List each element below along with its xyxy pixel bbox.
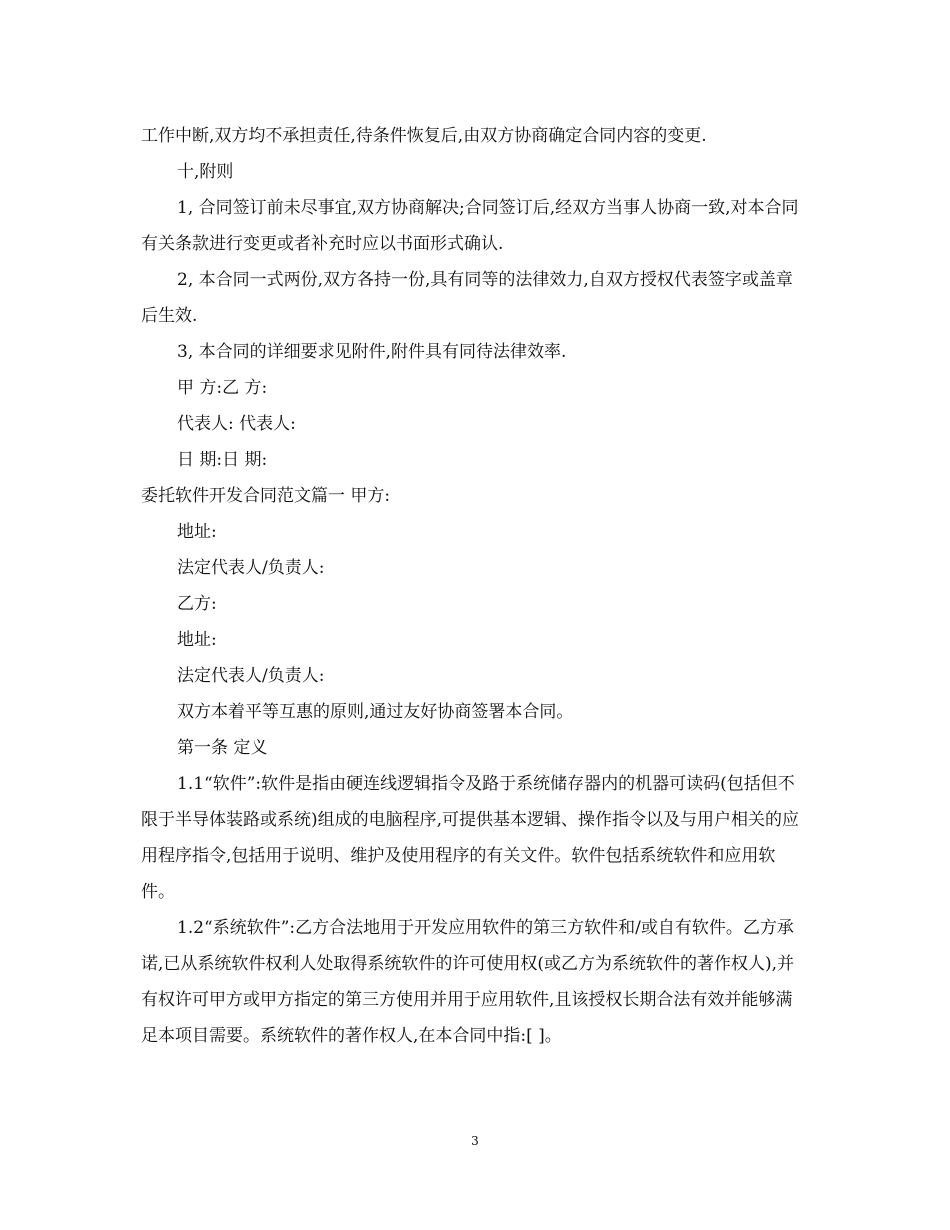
- section-heading-supplementary: 十,附则: [177, 162, 234, 182]
- signature-representatives: 代表人: 代表人:: [177, 414, 296, 434]
- party-a-address: 地址:: [177, 522, 217, 542]
- document-body: [141, 118, 803, 1054]
- page-number: 3: [471, 1134, 479, 1148]
- article-1-heading: 第一条 定义: [177, 738, 268, 758]
- signature-dates: 日 期:日 期:: [177, 450, 268, 470]
- definition-1-2: 1.2“系统软件”:乙方合法地用于开发应用软件的第三方软件和/或自有软件。乙方承诺,已从系统软件权利人处取得系统软件的许可使用权(或乙方为系统软件的著作权人),并有权许可甲方或甲方指定的第三方使用并用于应用软件,且该授权长期合法有效并能够满足本项目需要。系统软件的著作权人,在本合同中指:[ ]。: [141, 918, 795, 1046]
- clause-1: 1, 合同签订前未尽事宜,双方协商解决;合同签订后,经双方当事人协商一致,对本合同有关条款进行变更或者补充时应以书面形式确认.: [141, 198, 799, 254]
- signature-parties: 甲 方:乙 方:: [177, 378, 268, 398]
- party-b-address: 地址:: [177, 630, 217, 650]
- agreement-principle: 双方本着平等互惠的原则,通过友好协商签署本合同。: [177, 702, 574, 722]
- definition-1-1: 1.1“软件”:软件是指由硬连线逻辑指令及路于系统储存器内的机器可读码(包括但不限于半导体装路或系统)组成的电脑程序,可提供基本逻辑、操作指令以及与用户相关的应用程序指令,包括用于说明、维护及使用程序的有关文件。软件包括系统软件和应用软件。: [141, 774, 800, 902]
- party-b-legal-representative: 法定代表人/负责人:: [177, 666, 325, 686]
- party-b: 乙方:: [177, 594, 217, 614]
- party-a-legal-representative: 法定代表人/负责人:: [177, 558, 325, 578]
- contract-title-party-a: 委托软件开发合同范文篇一 甲方:: [141, 486, 391, 506]
- clause-3: 3, 本合同的详细要求见附件,附件具有同待法律效率.: [177, 342, 567, 362]
- clause-2: 2, 本合同一式两份,双方各持一份,具有同等的法律效力,自双方授权代表签字或盖章后生效.: [141, 270, 793, 326]
- paragraph-continuation: 工作中断,双方均不承担责任,待条件恢复后,由双方协商确定合同内容的变更.: [141, 126, 707, 146]
